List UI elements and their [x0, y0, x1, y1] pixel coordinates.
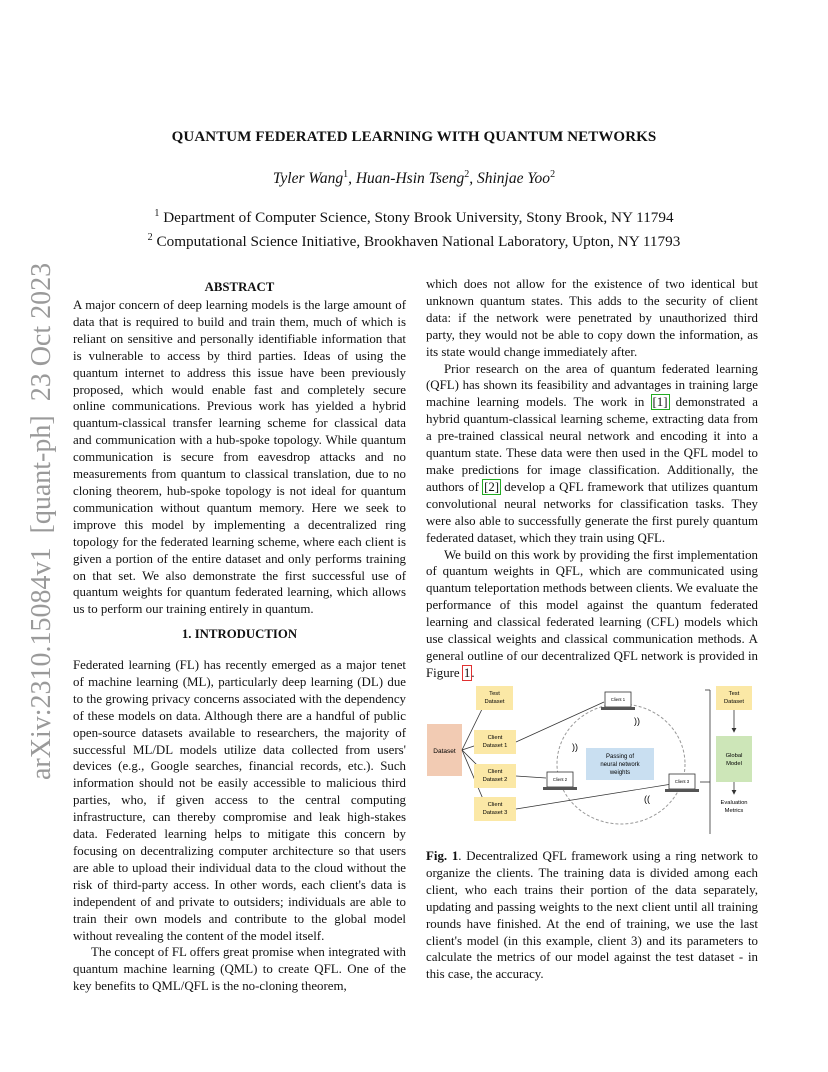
client-dataset-box [474, 797, 516, 821]
affil-number: 1 [154, 208, 160, 219]
paragraph [426, 361, 758, 547]
figure-link[interactable]: 1 [463, 665, 471, 680]
author-affil-mark: 1 [343, 169, 349, 180]
box-label: Client [487, 802, 503, 808]
figure-diagram [426, 684, 758, 834]
box-label: Global [725, 753, 743, 759]
intro-body [73, 657, 406, 995]
abstract-heading: ABSTRACT [204, 280, 275, 294]
author-affil-mark: 2 [464, 169, 470, 180]
arxiv-stamp [6, 260, 66, 800]
text-run: demonstrated a hybrid quantum-classical learning scheme, extracting data from a pre-trained classical neural network and encoding it into a quantum state. These data were then used in the QFL model to make predictions for image classification. Additionally, the authors of [426, 395, 758, 494]
laptop-icon [601, 692, 635, 710]
box-label: neural network [600, 762, 640, 768]
affil-text: Department of Computer Science, Stony Brook University, Stony Brook, NY 11794 [163, 209, 674, 227]
affiliation-line [0, 228, 828, 252]
affil-number: 2 [147, 232, 153, 244]
box-label: Dataset 3 [482, 810, 508, 816]
laptop-label: Client 2 [552, 777, 568, 782]
caption-label: Fig. 1 [426, 849, 459, 863]
box-label: Metrics [724, 808, 744, 814]
paragraph: The concept of FL offers great promise when integrated with quantum machine learning (QML) to create QFL. One of the key benefits to QML/QFL is the no-cloning theorem, [73, 945, 406, 994]
client-dataset-box [474, 730, 516, 754]
arxiv-id: arXiv:2310.15084v1 [quant-ph] 23 Oct 2023 [26, 262, 57, 780]
paragraph: which does not allow for the existence of two identical but unknown quantum states. This adds to the security of client data: if the network were penetrated by unauthorized third party, they would not be able to copy down the information, as its state would change immediately after. [426, 277, 758, 359]
box-label: weights [609, 770, 631, 776]
paper-title: QUANTUM FEDERATED LEARNING WITH QUANTUM NETWORKS [171, 129, 657, 145]
laptop-label: Client 1 [610, 697, 626, 702]
author-name: Tyler Wang [272, 170, 344, 188]
author-line: Tyler Wang$^1$, Huan-Hsin Tseng$^2$, Shinjae Yoo$^2$ [272, 169, 556, 188]
text-run: We build on this work by providing the first implementation of quantum weights in QFL, which are communicated using quantum teleportation methods between clients. We evaluate the performance of this model against the quantum federated learning and classical federated learning (CFL) models which use classical weights and classical communication methods. A general outline of our decentralized QFL network is provided in Figure [426, 547, 758, 680]
laptop-label: Client 3 [674, 779, 690, 784]
caption-text: . Decentralized QFL framework using a ring network to organize the clients. The training data is divided among each client, who each trains their portion of the data separately, updating and passing weights to the next client until all training rounds have finished. At the end of training, we use the last client's model (in this example, client 3) and its parameters to calculate the metrics of our model against the test dataset - in this case, the accuracy. [426, 849, 758, 982]
affiliation-line [0, 204, 828, 228]
abstract-text: A major concern of deep learning models is the large amount of data that is required to build and train them, much of which is reliant on sensitive and personally identifiable information that is vulnerable to access by third parties. Ideas of using the quantum internet to address this issue have been previously proposed, which would enable fast and completely secure online communications. Previous work has yielded a hybrid quantum-classical transfer learning scheme for classical data and communication with a hub-spoke topology. While quantum communication is secure from eavesdrop attacks and no measurements from quantum to classical translation, due to no cloning theorem, hub-spoke topology is not ideal for quantum communication without quantum memory. Here we seek to improve this model by implementing a decentralized ring topology for the federated learning scheme, where each client is given a portion of the entire dataset and only performs training on that set. We also demonstrate the first successful use of quantum weights for quantum federated learning, which allows us to perform our training entirely in quantum. [73, 298, 406, 617]
paragraph [426, 547, 758, 682]
box-label: Dataset [484, 699, 505, 705]
affiliations [0, 204, 828, 252]
signal-icon: )) [634, 716, 640, 726]
box-label: Dataset [724, 699, 744, 705]
laptop-icon [543, 772, 577, 790]
signal-icon: (( [644, 794, 650, 804]
test-dataset-box [716, 686, 752, 710]
dataset-label: Dataset [433, 748, 456, 755]
laptop-icon [665, 774, 699, 792]
abstract-body [73, 297, 406, 618]
figure-caption [426, 848, 758, 983]
citation-link[interactable]: [2] [484, 479, 500, 494]
paragraph: Federated learning (FL) has recently emerged as a major tenet of machine learning (ML), particularly deep learning (DL) due to the growing privacy concerns associated with the dependency of these models on data. Although there are a handful of public open-source datasets available to researchers, the majority of successful ML/DL models utilize data collected from users' devices (e.g., Google searches, financial records, etc.). Such information should not be easily accessible to malicious third parties, who, if given access to the central computing infrastructure, can thereby compromise and leak high-stakes data. Federated learning helps to mitigate this concern by focusing on decentralizing computer architecture so that users are able to upload their individual data to the cloud without the risk of third-party access. In other words, each client's data is independent of and private to outsiders; individuals are able to train their own models and contribute to the global model without revealing the content of the model itself. [73, 658, 406, 943]
signal-icon: )) [572, 742, 578, 752]
citation-link[interactable]: [1] [652, 395, 668, 410]
box-label: Client [487, 735, 503, 741]
box-label: Evaluation [720, 800, 748, 806]
text-run: . [471, 665, 475, 680]
text-run: develop a QFL framework that utilizes quantum convolutional neural networks for classification tasks. They were also able to successfully generate the first purely quantum federated dataset, which they train using QFL. [426, 479, 758, 545]
box-label: Test [728, 691, 740, 697]
section-heading: 1. INTRODUCTION [181, 627, 298, 641]
box-label: Client [487, 769, 503, 775]
author-name: Shinjae Yoo [476, 170, 551, 188]
text-run: Prior research on the area of quantum federated learning (QFL) has shown its feasibility and advantages in training large machine learning models. The work in [426, 361, 758, 410]
author-affil-mark: 2 [550, 169, 556, 180]
box-label: Test [489, 691, 500, 697]
box-label: Dataset 1 [482, 743, 508, 749]
author-name: Huan-Hsin Tseng [355, 170, 465, 188]
box-label: Dataset 2 [482, 777, 508, 783]
box-label: Passing of [605, 754, 635, 760]
affil-text: Computational Science Initiative, Brookhaven National Laboratory, Upton, NY 11793 [156, 233, 681, 251]
box-label: Model [726, 761, 742, 767]
test-dataset-box [476, 686, 513, 710]
right-column [426, 276, 758, 682]
global-model-box [716, 736, 752, 782]
client-dataset-box [474, 764, 516, 788]
